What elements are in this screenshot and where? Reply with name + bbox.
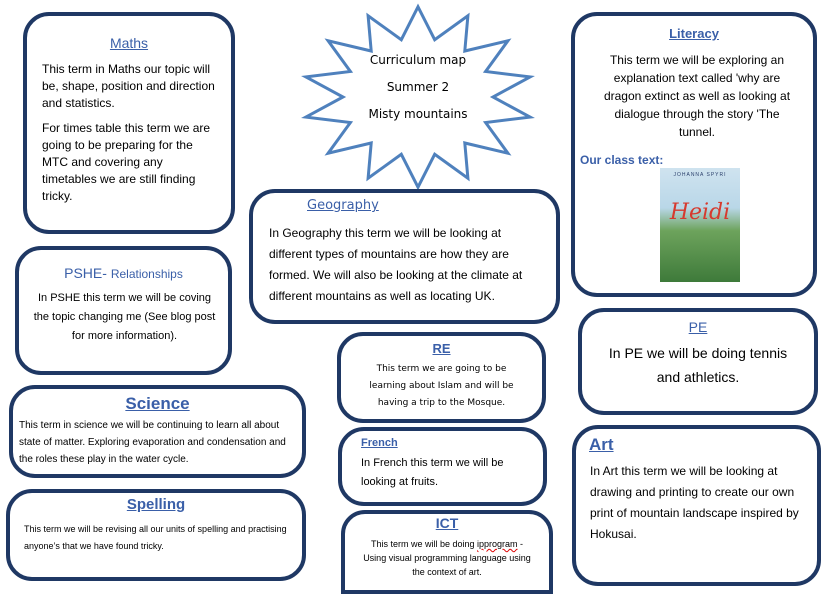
ict-body-post: - Using visual programming language using the context of art. — [363, 539, 531, 577]
art-body: In Art this term we will be looking at drawing and printing to create our own print of mountain landscape inspired by Hokusai. — [590, 464, 799, 541]
art-title: Art — [589, 435, 614, 454]
pe-body: In PE we will be doing tennis and athletics. — [608, 345, 788, 385]
ict-box — [341, 510, 553, 594]
spelling-body: This term we will be revising all our units of spelling and practising anyone’s that we have found tricky. — [24, 524, 287, 551]
art-box — [572, 425, 821, 586]
re-title: RE — [432, 341, 451, 356]
literacy-box — [571, 12, 817, 297]
science-box — [9, 385, 306, 478]
geography-body: In Geography this term we will be looking at different types of mountains are how they are formed. We will also be looking at the climate at different mountains as well as locating UK. — [269, 226, 523, 303]
ict-body — [361, 537, 533, 579]
pshe-title-sub: Relationships — [110, 267, 183, 281]
star-line-1: Curriculum map — [369, 53, 467, 67]
spelling-title: Spelling — [126, 496, 186, 513]
maths-box — [23, 12, 235, 234]
french-body: In French this term we will be looking at fruits. — [361, 457, 504, 488]
book-cover — [660, 168, 740, 282]
french-box — [338, 427, 547, 506]
pe-title: PE — [688, 319, 708, 335]
star-line-2: Summer 2 — [386, 80, 450, 94]
pshe-title — [19, 265, 228, 281]
geography-title: Geography — [307, 198, 379, 213]
pshe-body: In PSHE this term we will be coving the topic changing me (See blog post for more information). — [33, 292, 216, 342]
geography-box — [249, 189, 560, 324]
re-body: This term we are going to be learning about Islam and will be having a trip to the Mosque. — [369, 364, 514, 408]
french-title: French — [361, 437, 398, 449]
class-text-label: Our class text: — [580, 153, 664, 167]
star-line-3: Misty mountains — [368, 107, 468, 121]
ict-misspelt-word: ipprogram — [477, 539, 518, 549]
science-title: Science — [125, 394, 190, 413]
literacy-body: This term we will be exploring an explanation text called 'why are dragon extinct as well as looking at dialogue through the story 'The tunnel. — [603, 53, 791, 139]
book-author: JOHANNA SPYRI — [673, 172, 727, 178]
pe-box — [578, 308, 818, 415]
ict-title: ICT — [435, 515, 459, 531]
pshe-box — [15, 246, 232, 375]
maths-paragraph-2: For times table this term we are going to be preparing for the MTC and covering any timetables we are still finding tricky. — [42, 121, 211, 203]
re-box — [337, 332, 546, 423]
science-body: This term in science we will be continuing to learn all about state of matter. Exploring evaporation and condensation and the roles these play in the water cycle. — [19, 420, 286, 465]
literacy-title: Literacy — [669, 26, 719, 41]
pshe-title-main: PSHE- — [64, 265, 111, 281]
maths-title: Maths — [109, 35, 149, 51]
spelling-box — [6, 489, 306, 581]
book-title: Heidi — [669, 200, 731, 225]
ict-body-pre: This term we will be doing — [370, 539, 477, 549]
maths-paragraph-1: This term in Maths our topic will be, shape, position and direction and statistics. — [42, 62, 215, 110]
star-text — [343, 47, 493, 128]
